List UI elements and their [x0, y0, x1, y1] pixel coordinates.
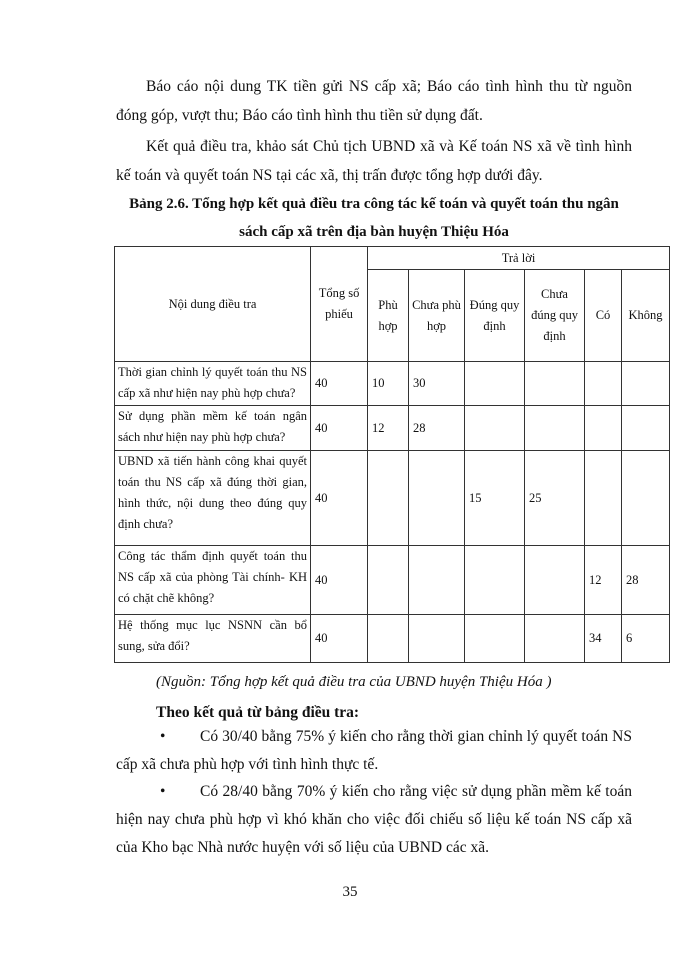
cell-yes: [585, 362, 622, 406]
bullet-icon: •: [160, 783, 166, 800]
cell-no: [622, 362, 670, 406]
row-question: Sử dụng phần mềm kế toán ngân sách như hiện nay phù hợp chưa?: [115, 406, 311, 451]
cell-no: [622, 451, 670, 546]
cell-compliant: [465, 362, 525, 406]
page-number: 35: [342, 884, 358, 900]
cell-suitable: 10: [368, 362, 409, 406]
cell-not-compliant: [525, 362, 585, 406]
cell-suitable: 12: [368, 406, 409, 451]
cell-no: 6: [622, 615, 670, 663]
table-row: [115, 451, 670, 546]
cell-compliant: [465, 546, 525, 615]
cell-no: 28: [622, 546, 670, 615]
table-row: [115, 546, 670, 615]
row-total: 40: [311, 406, 368, 451]
cell-not-suitable: 30: [409, 362, 465, 406]
table-row: [115, 362, 670, 406]
source-note: (Nguồn: Tổng hợp kết quả điều tra của UBND huyện Thiệu Hóa ): [156, 674, 552, 690]
cell-yes: 12: [585, 546, 622, 615]
cell-suitable: [368, 451, 409, 546]
row-total: 40: [311, 362, 368, 406]
table-row: [115, 615, 670, 663]
header-not-suitable: Chưa phù hợp: [409, 270, 465, 362]
table-caption: Bảng 2.6. Tổng hợp kết quả điều tra công tác kế toán và quyết toán thu ngân sách cấp xã trên địa bàn huyện Thiệu Hóa: [129, 196, 619, 240]
header-suitable: Phù hợp: [368, 270, 409, 362]
cell-not-compliant: [525, 615, 585, 663]
row-total: 40: [311, 546, 368, 615]
bullet-text: Có 28/40 bằng 70% ý kiến cho rằng việc sử dụng phần mềm kế toán hiện nay chưa phù hợp vì khó khăn cho việc đối chiếu số liệu kế toán NS cấp xã của Kho bạc Nhà nước huyện với số liệu của UBND các xã.: [116, 783, 632, 856]
row-question: Thời gian chỉnh lý quyết toán thu NS cấp xã như hiện nay phù hợp chưa?: [115, 362, 311, 406]
row-question: Công tác thẩm định quyết toán thu NS cấp xã của phòng Tài chính- KH có chặt chẽ không?: [115, 546, 311, 615]
paragraph-report-list: Báo cáo nội dung TK tiền gửi NS cấp xã; Báo cáo tình hình thu từ nguồn đóng góp, vượt thu; Báo cáo tình hình thu tiền sử dụng đất.: [116, 78, 632, 124]
header-compliant: Đúng quy định: [465, 270, 525, 362]
header-answer: Trả lời: [368, 247, 670, 270]
row-total: 40: [311, 615, 368, 663]
header-yes: Có: [585, 270, 622, 362]
results-intro: Theo kết quả từ bảng điều tra:: [156, 704, 360, 721]
cell-not-compliant: 25: [525, 451, 585, 546]
list-item: [116, 778, 632, 862]
cell-compliant: [465, 406, 525, 451]
header-total: Tổng số phiếu: [311, 247, 368, 362]
survey-table: [114, 246, 670, 663]
cell-not-suitable: 28: [409, 406, 465, 451]
row-question: UBND xã tiến hành công khai quyết toán thu NS cấp xã đúng thời gian, hình thức, nội dung theo đúng quy định chưa?: [115, 451, 311, 546]
header-no: Không: [622, 270, 670, 362]
cell-compliant: 15: [465, 451, 525, 546]
header-not-compliant: Chưa đúng quy định: [525, 270, 585, 362]
table-row: [115, 406, 670, 451]
cell-suitable: [368, 546, 409, 615]
bullet-text: Có 30/40 bằng 75% ý kiến cho rằng thời gian chỉnh lý quyết toán NS cấp xã chưa phù hợp với tình hình thực tế.: [116, 728, 632, 773]
list-item: [116, 723, 632, 779]
row-question: Hệ thống mục lục NSNN cần bổ sung, sửa đổi?: [115, 615, 311, 663]
cell-suitable: [368, 615, 409, 663]
cell-not-suitable: [409, 615, 465, 663]
cell-not-suitable: [409, 546, 465, 615]
bullet-icon: •: [160, 728, 166, 745]
cell-yes: [585, 451, 622, 546]
header-content: Nội dung điều tra: [115, 247, 311, 362]
cell-compliant: [465, 615, 525, 663]
cell-no: [622, 406, 670, 451]
paragraph-survey-intro: Kết quả điều tra, khảo sát Chủ tịch UBND xã và Kế toán NS xã về tình hình kế toán và quyết toán NS tại các xã, thị trấn được tổng hợp dưới đây.: [116, 138, 632, 184]
cell-yes: 34: [585, 615, 622, 663]
cell-not-suitable: [409, 451, 465, 546]
cell-not-compliant: [525, 546, 585, 615]
cell-yes: [585, 406, 622, 451]
cell-not-compliant: [525, 406, 585, 451]
row-total: 40: [311, 451, 368, 546]
